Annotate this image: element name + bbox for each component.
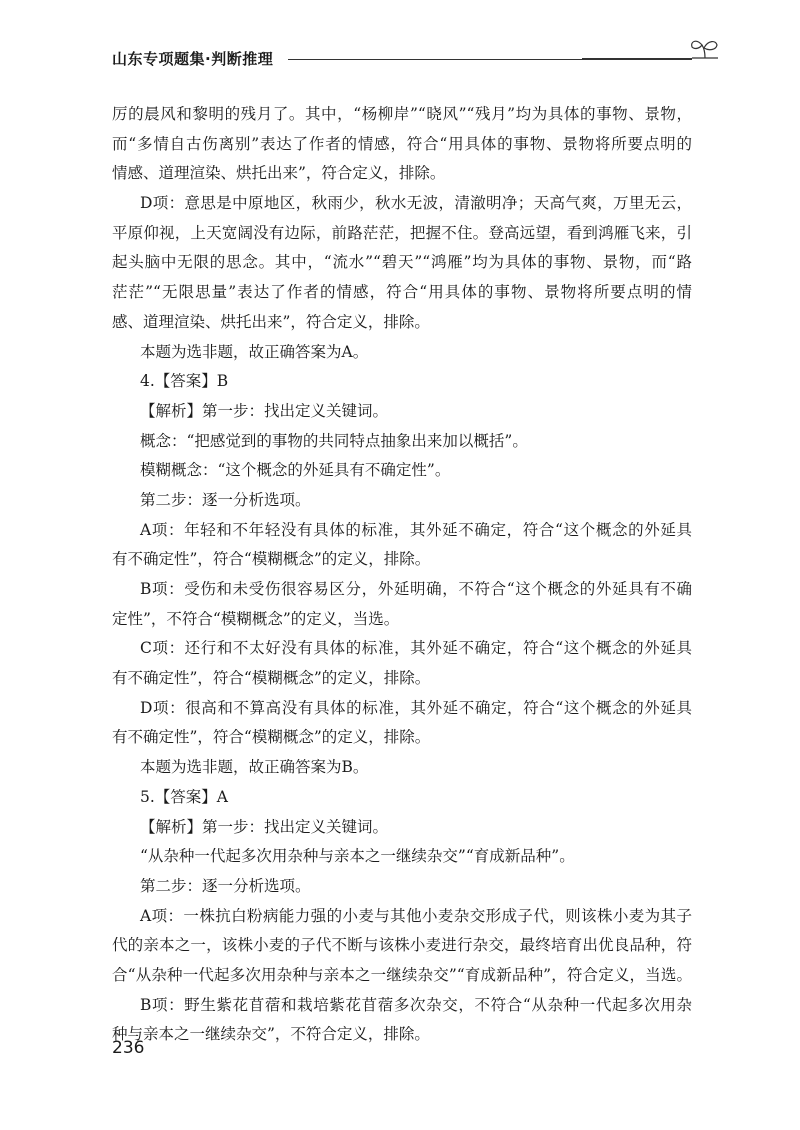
- text-line: 代的亲本之一，该株小麦的子代不断与该株小麦进行杂交，最终培育出优良品种，符: [112, 936, 692, 955]
- header-rule-accent: [582, 58, 692, 60]
- text-line: 第二步：逐一分析选项。: [140, 876, 311, 895]
- text-line: B项：受伤和未受伤很容易区分，外延明确，不符合“这个概念的外延具有不确: [140, 580, 692, 598]
- text-line: 【解析】第一步：找出定义关键词。: [140, 817, 389, 836]
- text-line: 合“从杂种一代起多次用杂种与亲本之一继续杂交”“育成新品种”，符合定义，当选。: [112, 965, 692, 984]
- text-line: 第二步：逐一分析选项。: [140, 490, 311, 509]
- sprout-icon: [688, 36, 722, 66]
- text-line: 平原仰视，上天宽阔没有边际，前路茫茫，把握不住。登高远望，看到鸿雁飞来，引: [112, 223, 692, 242]
- text-line: 起头脑中无限的思念。其中，“流水”“碧天”“鸿雁”均为具体的事物、景物，而“路: [112, 253, 692, 272]
- text-line: “从杂种一代起多次用杂种与亲本之一继续杂交”“育成新品种”。: [140, 847, 575, 866]
- text-line: 概念：“把感觉到的事物的共同特点抽象出来加以概括”。: [140, 431, 528, 450]
- text-line: 情感、道理渲染、烘托出来”，符合定义，排除。: [112, 164, 446, 183]
- text-line: 感、道理渲染、烘托出来”，符合定义，排除。: [112, 312, 430, 331]
- text-line: 定性”，不符合“模糊概念”的定义，当选。: [112, 609, 400, 628]
- text-line: 种与亲本之一继续杂交”，不符合定义，排除。: [112, 1025, 430, 1044]
- text-line: D项：很高和不算高没有具体的标准，其外延不确定，符合“这个概念的外延具: [140, 698, 692, 717]
- text-line: 模糊概念：“这个概念的外延具有不确定性”。: [140, 461, 451, 480]
- text-line: 本题为选非题，故正确答案为A。: [140, 342, 369, 361]
- text-line: 4.【答案】B: [140, 372, 229, 391]
- text-line: A项：年轻和不年轻没有具体的标准，其外延不确定，符合“这个概念的外延具: [140, 520, 692, 539]
- text-line: 茫茫”“无限思量”表达了作者的情感，符合“用具体的事物、景物将所要点明的情: [112, 283, 692, 302]
- text-line: A项：一株抗白粉病能力强的小麦与其他小麦杂交形成子代，则该株小麦为其子: [140, 906, 692, 925]
- page-number: 236: [112, 1038, 145, 1058]
- text-line: C项：还行和不太好没有具体的标准，其外延不确定，符合“这个概念的外延具: [140, 639, 692, 658]
- text-line: 5.【答案】A: [140, 787, 228, 806]
- text-line: 有不确定性”，符合“模糊概念”的定义，排除。: [112, 728, 431, 747]
- body-text: [112, 100, 692, 1050]
- text-line: D项：意思是中原地区，秋雨少，秋水无波，清澈明净；天高气爽，万里无云，: [140, 194, 692, 213]
- text-line: 厉的晨风和黎明的残月了。其中，“杨柳岸”“晓风”“残月”均为具体的事物、景物，: [112, 105, 692, 123]
- text-line: 而“多情自古伤离别”表达了作者的情感，符合“用具体的事物、景物将所要点明的: [112, 134, 692, 153]
- text-line: 【解析】第一步：找出定义关键词。: [140, 401, 389, 420]
- text-line: 本题为选非题，故正确答案为B。: [140, 758, 369, 777]
- text-line: 有不确定性”，符合“模糊概念”的定义，排除。: [112, 669, 431, 688]
- page-header: [112, 44, 720, 76]
- text-line: B项：野生紫花苜蓿和栽培紫花苜蓿多次杂交，不符合“从杂种一代起多次用杂: [140, 995, 692, 1014]
- header-title: 山东专项题集·判断推理: [112, 50, 274, 68]
- text-line: 有不确定性”，符合“模糊概念”的定义，排除。: [112, 550, 431, 569]
